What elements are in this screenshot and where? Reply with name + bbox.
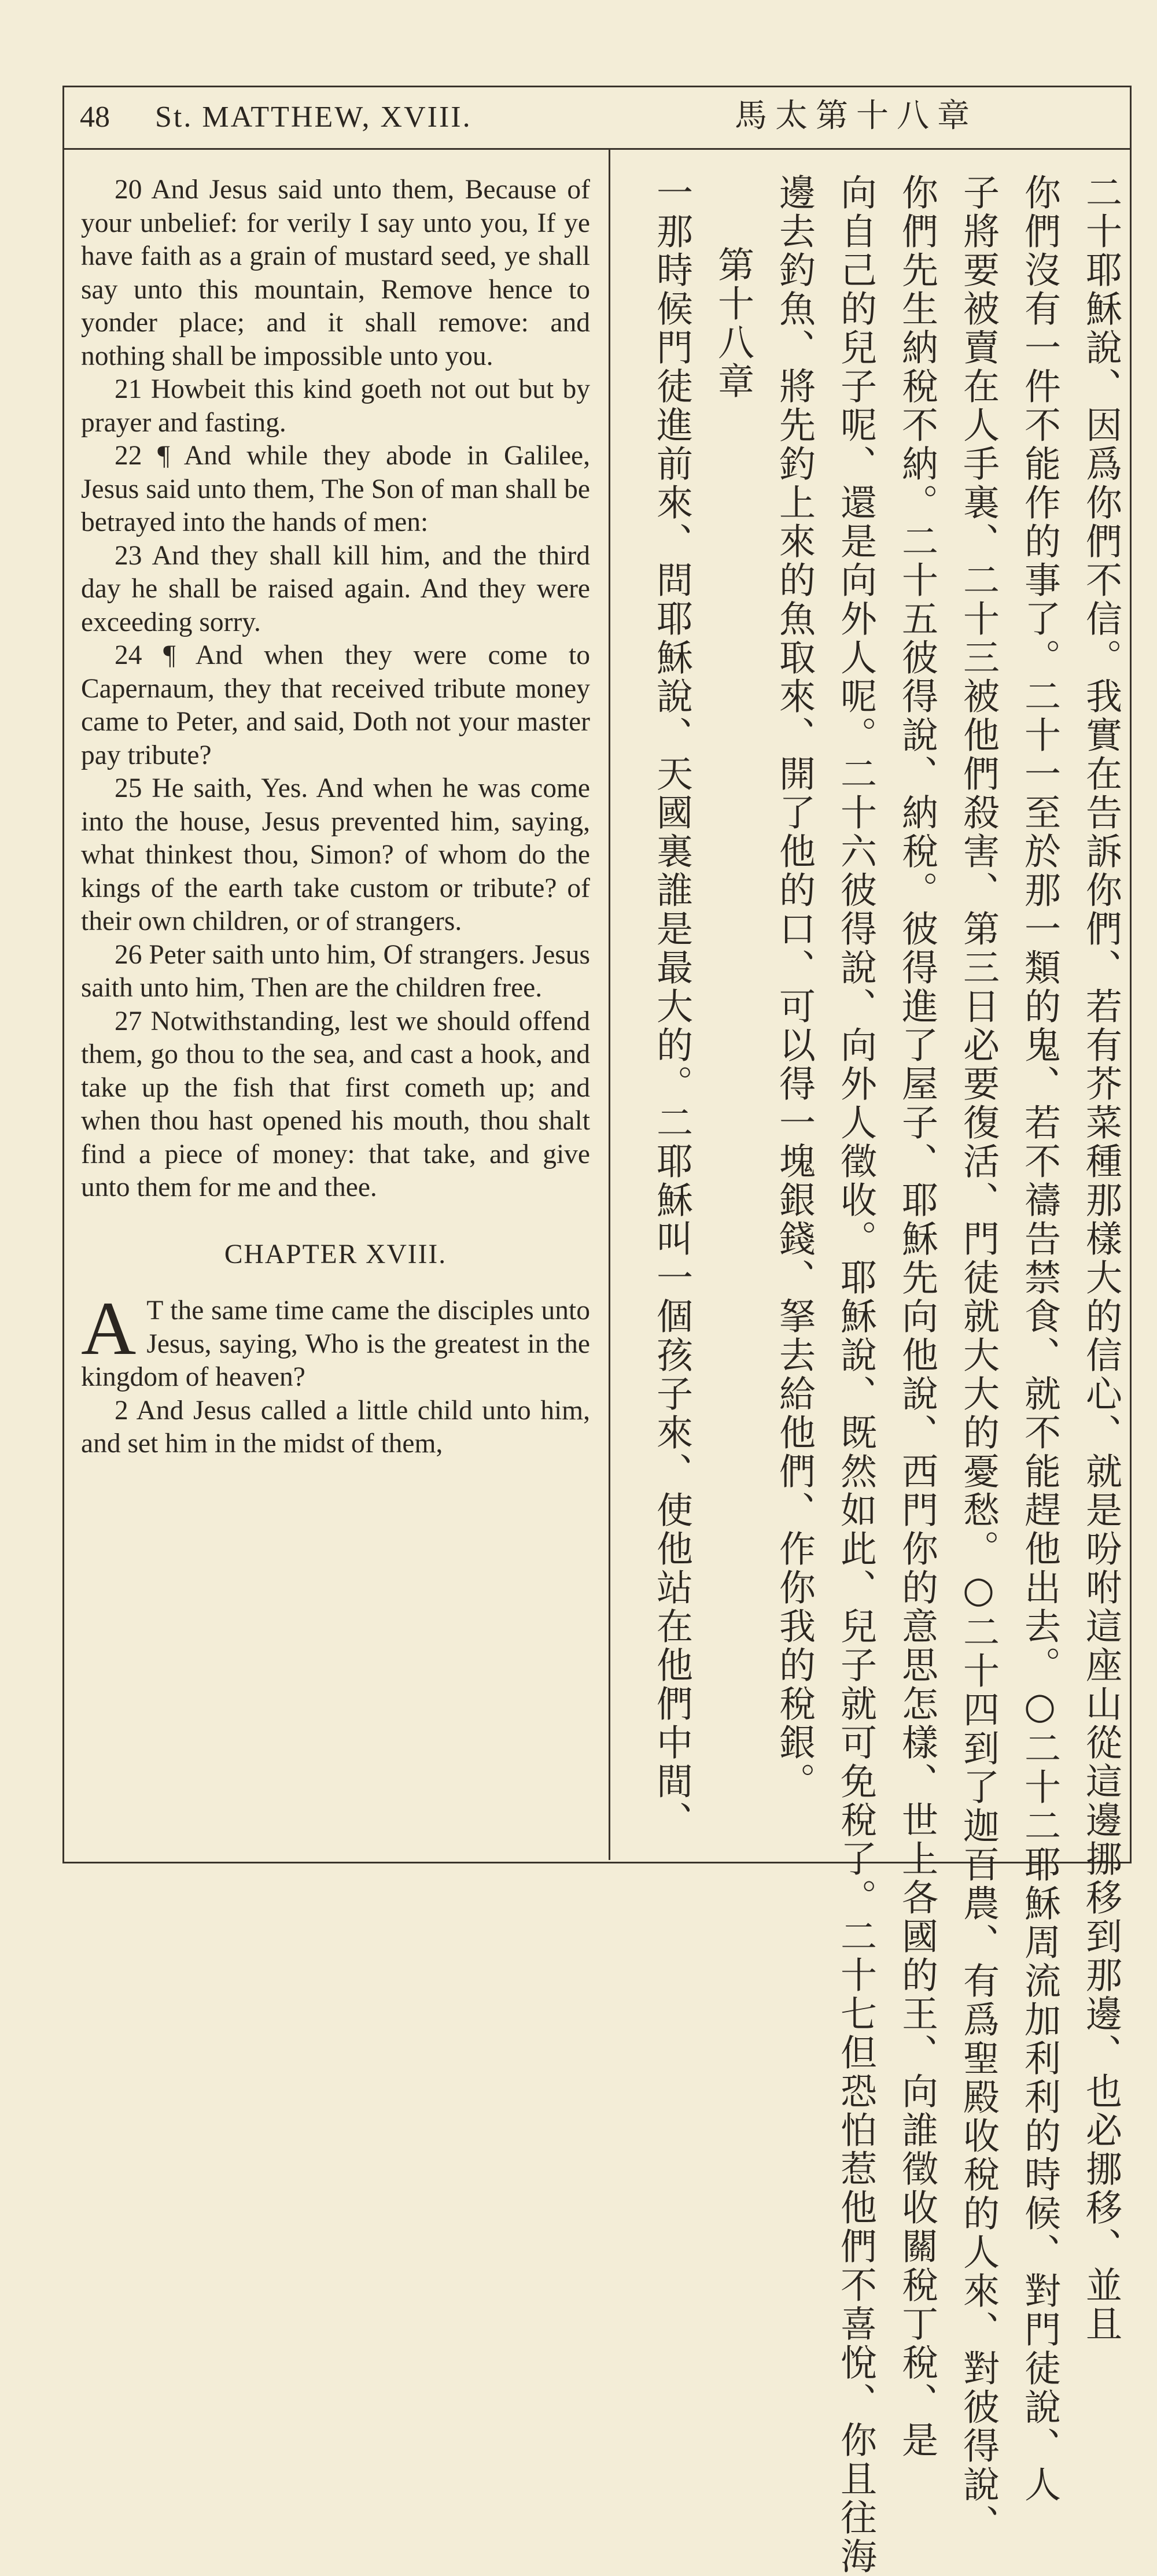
chinese-column-1: 二十耶穌說、因爲你們不信。我實在告訴你們、若有芥菜種那樣大的信心、就是吩咐這座山從這邊挪移到那邊、也必挪移、並且: [1080, 174, 1122, 2344]
verse-21: 21 Howbeit this kind goeth not out but by prayer and fasting.: [81, 374, 590, 438]
verse-25: 25 He saith, Yes. And when he was come into the house, Jesus prevented him, saying, what thinkest thou, Simon? of whom do the kings of the earth take custom or tribute? of their own children, or of strangers.: [81, 773, 590, 936]
page-number: 48: [80, 101, 110, 134]
chapter-18-verse-2: 2 And Jesus called a little child unto him, and set him in the midst of them,: [81, 1395, 590, 1459]
chinese-column-4: 你們先生納稅不納。二十五彼得說、納稅。彼得進了屋子、耶穌先向他說、西門你的意思怎樣、世上各國的王、向誰徵收關稅丁稅、是: [896, 174, 938, 2460]
header-rule: [62, 148, 1132, 150]
chinese-text-column: [613, 174, 1122, 2576]
chinese-column-6: 邊去釣魚、將先釣上來的魚取來、開了他的口、可以得一塊銀錢、拏去給他們、作你我的稅銀。: [773, 174, 816, 1801]
verse-23: 23 And they shall kill him, and the third day he shall be raised again. And they were exceeding sorry.: [81, 540, 590, 637]
verse-22: 22 ¶ And while they abode in Galilee, Jesus said unto them, The Son of man shall be betrayed into the hands of men:: [81, 441, 590, 537]
chapter-18-verse-1: [81, 1286, 590, 1394]
chapter-heading: CHAPTER XVIII.: [224, 1239, 447, 1269]
verse-24: 24 ¶ And when they were come to Capernaum, they that received tribute money came to Peter, and said, Doth not your master pay tribute?: [81, 640, 590, 770]
verse-26: 26 Peter saith unto him, Of strangers. Jesus saith unto him, Then are the children free.: [81, 939, 590, 1003]
running-title: St. MATTHEW, XVIII.: [155, 101, 472, 134]
chinese-column-3: 子將要被賣在人手裏、二十三被他們殺害、第三日必要復活、門徒就大大的憂愁。○二十四到了迦百農、有爲聖殿收稅的人來、對彼得說、: [957, 174, 1000, 2543]
english-text-column: [81, 174, 590, 1461]
verse-27: 27 Notwithstanding, lest we should offend them, go thou to the sea, and cast a hook, and take up the fish that first cometh up; and when thou hast opened his mouth, thou shalt find a piece of money: that take, and give unto them for me and thee.: [81, 1006, 590, 1202]
drop-cap: A: [81, 1286, 137, 1371]
chinese-column-2: 你們沒有一件不能作的事了。二十一至於那一類的鬼、若不禱告禁食、就不能趕他出去。○二十二耶穌周流加利利的時候、對門徒說、人: [1019, 174, 1061, 2504]
verse-20: 20 And Jesus said unto them, Because of your unbelief: for verily I say unto you, If ye have faith as a grain of mustard seed, ye shall say unto this mountain, Remove hence to yonder place; and it shall remove: and nothing shall be impossible unto you.: [81, 175, 590, 371]
chinese-running-title: 馬太第十八章: [735, 97, 978, 135]
column-divider: [609, 150, 610, 1860]
chinese-column-5: 向自己的兒子呢、還是向外人呢。二十六彼得說、向外人徵收。耶穌說、既然如此、兒子就可免稅了。二十七但恐怕惹他們不喜悅、你且往海: [835, 174, 877, 2576]
chinese-chapter-label: 第十八章: [712, 246, 754, 401]
chinese-column-8: 一那時候門徒進前來、問耶穌說、天國裏誰是最大的。二耶穌叫一個孩子來、使他站在他們中間、: [651, 174, 693, 1840]
verse-1-text: T the same time came the disciples unto Jesus, saying, Who is the greatest in the kingdom of heaven?: [81, 1296, 590, 1392]
